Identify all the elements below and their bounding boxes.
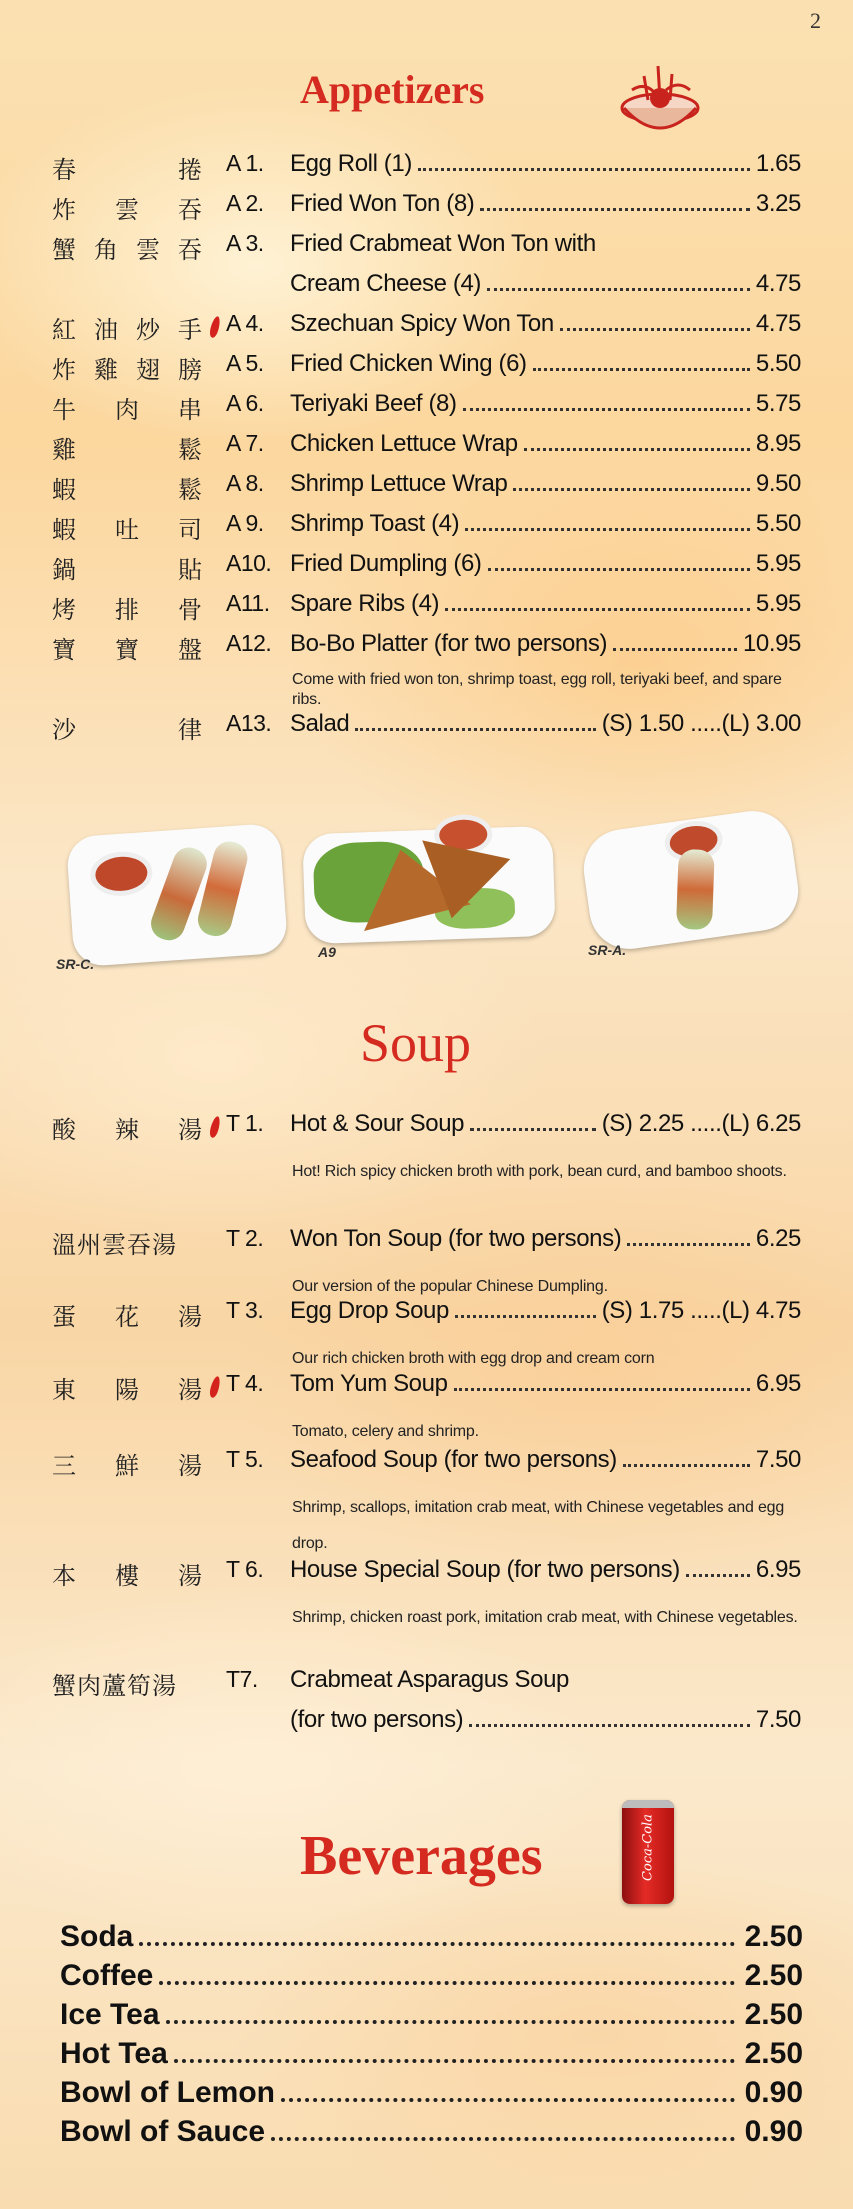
soup-item: [290, 1297, 801, 1325]
beverage-name: Ice Tea: [60, 1998, 160, 2031]
appetizer-item: [290, 470, 801, 498]
appetizer-code: A13.: [226, 710, 272, 736]
bowl-icon: [614, 56, 706, 138]
soup-chinese-name: 三 鮮 湯: [52, 1452, 202, 1480]
dot-leader: [418, 168, 750, 171]
dot-leader: [271, 2137, 735, 2141]
appetizer-row: [0, 230, 853, 270]
soup-chinese-name: 溫 州 雲 吞 湯: [52, 1231, 177, 1259]
appetizer-item-price: (S) 1.50 .....(L) 3.00: [601, 710, 801, 737]
soup-item-name: (for two persons): [290, 1706, 464, 1733]
page-number: 2: [810, 8, 821, 33]
soup-row: [0, 1297, 853, 1337]
dot-leader: [159, 1981, 734, 1985]
appetizer-item-name: Bo-Bo Platter (for two persons): [290, 630, 608, 657]
soup-item-name: House Special Soup (for two persons): [290, 1556, 680, 1583]
soup-item-price: (S) 1.75 .....(L) 4.75: [601, 1297, 801, 1324]
soup-chinese-name: 本 樓 湯: [52, 1562, 202, 1590]
dot-leader: [455, 1315, 596, 1318]
appetizer-item: [290, 550, 801, 578]
beverage-price: 0.90: [744, 2115, 803, 2148]
dot-leader: [139, 1942, 734, 1946]
appetizer-chinese-name: 蟹 角 雲 吞: [52, 236, 202, 264]
appetizer-item: [290, 190, 801, 218]
photo-caption-sr-c: SR-C.: [56, 956, 95, 972]
dot-leader: [166, 2020, 735, 2024]
soup-item-name: Hot & Sour Soup: [290, 1110, 465, 1137]
soup-row: [0, 1370, 853, 1410]
soup-item: [290, 1225, 801, 1253]
appetizer-row: [0, 590, 853, 630]
appetizer-code: A 2.: [226, 190, 264, 216]
photo-spring-roll-sr-c: [66, 823, 289, 968]
soup-item: [290, 1370, 801, 1398]
dot-leader: [513, 488, 749, 491]
beverages-title: Beverages: [300, 1825, 543, 1887]
appetizer-row: [0, 310, 853, 350]
photo-caption-a9: A9: [318, 944, 336, 960]
appetizer-item-name: Fried Dumpling (6): [290, 550, 482, 577]
soda-can-icon: [622, 1800, 674, 1904]
appetizer-item: [290, 230, 801, 258]
dot-leader: [524, 448, 750, 451]
soup-item: [290, 1666, 801, 1694]
appetizer-item: [290, 390, 801, 418]
appetizer-chinese-name: 寶 寶 盤: [52, 636, 202, 664]
bobo-platter-description: Come with fried won ton, shrimp toast, egg roll, teriyaki beef, and spare ribs.: [292, 671, 782, 708]
appetizer-chinese-name: 鍋 貼: [52, 556, 202, 584]
appetizer-item-name: Teriyaki Beef (8): [290, 390, 457, 417]
chili-pepper-icon: [208, 1115, 221, 1138]
soup-chinese-name: 酸 辣 湯: [52, 1116, 202, 1144]
soup-item: [290, 1446, 801, 1474]
appetizer-row: [0, 510, 853, 550]
dot-leader: [627, 1243, 750, 1246]
appetizer-item-name: Chicken Lettuce Wrap: [290, 430, 518, 457]
appetizer-chinese-name: 牛 肉 串: [52, 396, 202, 424]
dot-leader: [463, 408, 750, 411]
soup-code: T 1.: [226, 1110, 264, 1136]
beverage-price: 2.50: [744, 1998, 803, 2031]
appetizer-row: [0, 390, 853, 430]
soup-item-price: 7.50: [755, 1706, 801, 1733]
appetizer-item-price: 5.95: [755, 550, 801, 577]
beverage-name: Hot Tea: [60, 2037, 168, 2070]
soup-row: [0, 1110, 853, 1150]
chili-pepper-icon: [208, 1375, 221, 1398]
appetizer-item-price: 5.50: [755, 510, 801, 537]
appetizer-chinese-name: 雞 鬆: [52, 436, 202, 464]
soup-item-description: Our version of the popular Chinese Dumpling.: [292, 1278, 608, 1295]
appetizer-item-price: 9.50: [755, 470, 801, 497]
beverage-row: [60, 1998, 803, 2032]
dot-leader: [560, 328, 750, 331]
soup-item-description: Hot! Rich spicy chicken broth with pork, bean curd, and bamboo shoots.: [292, 1163, 787, 1180]
appetizer-code: A 5.: [226, 350, 264, 376]
appetizer-row: [0, 470, 853, 510]
beverage-row: [60, 1959, 803, 1993]
chili-pepper-icon: [208, 315, 221, 338]
photo-caption-sr-a: SR-A.: [588, 942, 627, 958]
appetizer-item: [290, 310, 801, 338]
appetizer-item: [290, 590, 801, 618]
appetizer-item-price: 8.95: [755, 430, 801, 457]
appetizer-row: [0, 630, 853, 670]
soup-item-description: Shrimp, scallops, imitation crab meat, with Chinese vegetables and egg drop.: [292, 1499, 785, 1552]
dot-leader: [613, 648, 737, 651]
appetizer-code: A 7.: [226, 430, 264, 456]
beverage-price: 2.50: [744, 2037, 803, 2070]
appetizer-item-price: 1.65: [755, 150, 801, 177]
soup-item-name: Egg Drop Soup: [290, 1297, 449, 1324]
appetizer-item-price: 5.95: [755, 590, 801, 617]
appetizer-item-name: Shrimp Lettuce Wrap: [290, 470, 508, 497]
soup-item-description: Shrimp, chicken roast pork, imitation crab meat, with Chinese vegetables.: [292, 1609, 798, 1626]
beverage-price: 0.90: [744, 2076, 803, 2109]
beverage-row: [60, 2037, 803, 2071]
soup-chinese-name: 蟹 肉 蘆 筍 湯: [52, 1672, 177, 1700]
appetizer-item-name: Fried Crabmeat Won Ton with: [290, 230, 596, 257]
appetizer-item-price: 10.95: [742, 630, 801, 657]
soup-item-name: Tom Yum Soup: [290, 1370, 448, 1397]
dot-leader: [454, 1388, 750, 1391]
dot-leader: [480, 208, 749, 211]
soup-title: Soup: [360, 1013, 472, 1073]
appetizer-item-price: 3.25: [755, 190, 801, 217]
soup-item-name: Seafood Soup (for two persons): [290, 1446, 617, 1473]
soup-item-price: 7.50: [755, 1446, 801, 1473]
soup-chinese-name: 東 陽 湯: [52, 1376, 202, 1404]
appetizer-item: [290, 350, 801, 378]
soup-code: T 6.: [226, 1556, 264, 1582]
appetizer-code: A 3.: [226, 230, 264, 256]
appetizer-chinese-name: 紅 油 炒 手: [52, 316, 202, 344]
soup-item-price: 6.95: [755, 1370, 801, 1397]
dot-leader: [469, 1724, 750, 1727]
dot-leader: [355, 728, 595, 731]
beverage-row: [60, 2076, 803, 2110]
dot-leader: [465, 528, 750, 531]
soup-code: T7.: [226, 1666, 258, 1692]
appetizer-row: [0, 190, 853, 230]
appetizer-row: [0, 350, 853, 390]
appetizer-code: A 4.: [226, 310, 264, 336]
soup-item-name: Crabmeat Asparagus Soup: [290, 1666, 569, 1693]
photo-spring-roll-sr-a: [579, 806, 804, 954]
appetizer-item-price: 5.75: [755, 390, 801, 417]
dot-leader: [445, 608, 750, 611]
appetizer-item-name: Fried Won Ton (8): [290, 190, 475, 217]
soup-item: [290, 1556, 801, 1584]
soup-item-price: (S) 2.25 .....(L) 6.25: [601, 1110, 801, 1137]
soup-row: [0, 1446, 853, 1486]
soup-item: [290, 1706, 801, 1734]
dot-leader: [533, 368, 750, 371]
beverage-name: Bowl of Sauce: [60, 2115, 266, 2148]
appetizer-code: A12.: [226, 630, 272, 656]
soup-code: T 3.: [226, 1297, 264, 1323]
appetizer-chinese-name: 蝦 吐 司: [52, 516, 202, 544]
beverage-name: Coffee: [60, 1959, 154, 1992]
appetizer-code: A 6.: [226, 390, 264, 416]
appetizer-row: [0, 150, 853, 190]
soup-code: T 2.: [226, 1225, 264, 1251]
soup-row: [0, 1666, 853, 1706]
soup-item-description: Tomato, celery and shrimp.: [292, 1423, 479, 1440]
appetizer-item: [290, 710, 801, 738]
appetizer-code: A10.: [226, 550, 272, 576]
appetizer-row: [0, 270, 853, 310]
appetizer-row: [0, 710, 853, 750]
appetizer-chinese-name: 炸 雲 吞: [52, 196, 202, 224]
appetizer-item: [290, 510, 801, 538]
beverage-row: [60, 2115, 803, 2149]
appetizer-chinese-name: 沙 律: [52, 716, 202, 744]
beverage-name: Soda: [60, 1920, 134, 1953]
soup-item-description: Our rich chicken broth with egg drop and cream corn: [292, 1350, 655, 1367]
soup-code: T 4.: [226, 1370, 264, 1396]
dot-leader: [686, 1574, 750, 1577]
soup-row: [0, 1556, 853, 1596]
appetizer-item-name: Salad: [290, 710, 350, 737]
soda-can-label: Coca-Cola: [640, 1814, 656, 1881]
appetizer-code: A11.: [226, 590, 270, 616]
beverage-name: Bowl of Lemon: [60, 2076, 275, 2109]
beverage-row: [60, 1920, 803, 1954]
appetizer-item-name: Egg Roll (1): [290, 150, 412, 177]
appetizer-row: [0, 430, 853, 470]
appetizer-item-name: Szechuan Spicy Won Ton: [290, 310, 554, 337]
appetizer-item-name: Spare Ribs (4): [290, 590, 440, 617]
soup-row: [0, 1706, 853, 1746]
soup-chinese-name: 蛋 花 湯: [52, 1303, 202, 1331]
soup-item-name: Won Ton Soup (for two persons): [290, 1225, 622, 1252]
appetizer-chinese-name: 春 捲: [52, 156, 202, 184]
beverage-price: 2.50: [744, 1959, 803, 1992]
soup-code: T 5.: [226, 1446, 264, 1472]
appetizer-code: A 1.: [226, 150, 264, 176]
beverage-price: 2.50: [744, 1920, 803, 1953]
dot-leader: [174, 2059, 735, 2063]
appetizer-item-price: 4.75: [755, 270, 801, 297]
appetizer-item: [290, 430, 801, 458]
dot-leader: [470, 1128, 596, 1131]
appetizer-code: A 9.: [226, 510, 264, 536]
appetizer-item-price: 5.50: [755, 350, 801, 377]
soup-item-price: 6.95: [755, 1556, 801, 1583]
dot-leader: [623, 1464, 750, 1467]
appetizer-item-name: Cream Cheese (4): [290, 270, 482, 297]
soup-item: [290, 1110, 801, 1138]
dot-leader: [488, 568, 750, 571]
appetizer-chinese-name: 炸 雞 翅 膀: [52, 356, 202, 384]
appetizer-chinese-name: 烤 排 骨: [52, 596, 202, 624]
appetizer-item-name: Shrimp Toast (4): [290, 510, 460, 537]
appetizer-code: A 8.: [226, 470, 264, 496]
appetizer-chinese-name: 蝦 鬆: [52, 476, 202, 504]
appetizer-item: [290, 150, 801, 178]
dot-leader: [281, 2098, 735, 2102]
soup-row: [0, 1225, 853, 1265]
appetizers-title: Appetizers: [300, 67, 485, 112]
dot-leader: [487, 288, 750, 291]
appetizer-row: [0, 550, 853, 590]
appetizer-item: [290, 270, 801, 298]
soup-item-price: 6.25: [755, 1225, 801, 1252]
appetizer-item-price: 4.75: [755, 310, 801, 337]
appetizer-item-name: Fried Chicken Wing (6): [290, 350, 527, 377]
appetizer-item: [290, 630, 801, 658]
photo-shrimp-toast-a9: [302, 826, 556, 945]
